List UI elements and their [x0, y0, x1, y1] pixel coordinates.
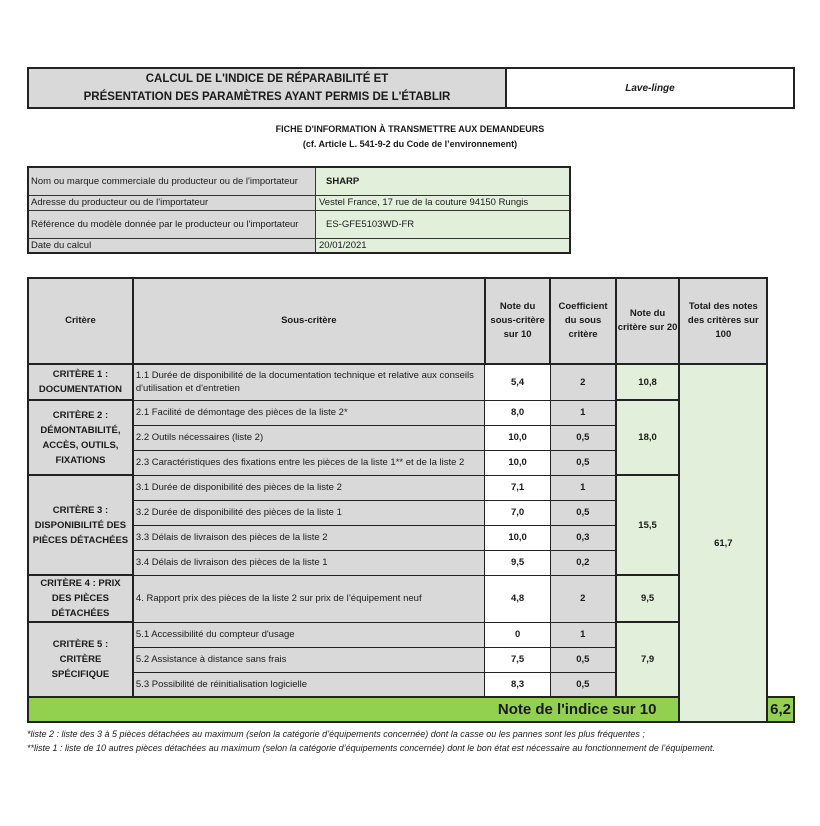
fiche-line2: (cf. Article L. 541-9-2 du Code de l’environnement) — [302, 139, 518, 149]
criterion-label: CRITÈRE 2 : DÉMONTABILITÉ, ACCÈS, OUTILS, FIXATIONS — [28, 400, 133, 475]
subcriterion-note: 4,8 — [485, 575, 551, 622]
criterion-note: 18,0 — [616, 400, 680, 475]
subcriterion-coef: 0,5 — [550, 647, 615, 672]
info-row — [28, 195, 570, 210]
criterion-note: 9,5 — [616, 575, 680, 622]
repairability-table — [27, 277, 795, 723]
fiche-heading — [0, 122, 820, 152]
header-title-line2: PRÉSENTATION DES PARAMÈTRES AYANT PERMIS DE L'ÉTABLIR — [83, 91, 451, 103]
subcriterion-note: 7,0 — [485, 500, 551, 525]
subcriterion-label: 2.1 Facilité de démontage des pièces de la liste 2* — [133, 400, 485, 425]
header-coefficient: Coefficient du sous critère — [550, 278, 615, 364]
subcriterion-label: 3.3 Délais de livraison des pièces de la liste 2 — [133, 525, 485, 550]
total-score: 61,7 — [679, 364, 767, 722]
info-row — [28, 238, 570, 253]
header-note-critere: Note du critère sur 20 — [616, 278, 680, 364]
subcriterion-label: 3.4 Délais de livraison des pièces de la liste 1 — [133, 550, 485, 575]
final-score-value: 6,2 — [767, 697, 794, 722]
criterion-label: CRITÈRE 3 : DISPONIBILITÉ DES PIÈCES DÉTACHÉES — [28, 475, 133, 575]
fiche-line1: FICHE D'INFORMATION À TRANSMETTRE AUX DEMANDEURS — [275, 124, 545, 134]
header-total: Total des notes des critères sur 100 — [679, 278, 767, 364]
info-label: Référence du modèle donnée par le producteur ou l'importateur — [28, 210, 316, 238]
subcriterion-note: 0 — [485, 622, 551, 647]
table-row — [28, 400, 794, 425]
subcriterion-label: 3.1 Durée de disponibilité des pièces de la liste 2 — [133, 475, 485, 500]
subcriterion-label: 5.1 Accessibilité du compteur d'usage — [133, 622, 485, 647]
subcriterion-note: 7,1 — [485, 475, 551, 500]
subcriterion-coef: 0,3 — [550, 525, 615, 550]
criterion-note: 15,5 — [616, 475, 680, 575]
info-row — [28, 210, 570, 238]
header-box — [27, 67, 795, 109]
producer-info-table — [27, 166, 571, 254]
subcriterion-note: 10,0 — [485, 450, 551, 475]
subcriterion-coef: 0,5 — [550, 500, 615, 525]
criterion-label: CRITÈRE 5 : CRITÈRE SPÉCIFIQUE — [28, 622, 133, 697]
criterion-label: CRITÈRE 4 : PRIX DES PIÈCES DÉTACHÉES — [28, 575, 133, 622]
subcriterion-label: 2.3 Caractéristiques des fixations entre les pièces de la liste 1** et de la liste 2 — [133, 450, 485, 475]
subcriterion-coef: 1 — [550, 475, 615, 500]
table-row — [28, 622, 794, 647]
subcriterion-note: 8,0 — [485, 400, 551, 425]
table-header-row — [28, 278, 794, 364]
table-row — [28, 475, 794, 500]
subcriterion-note: 7,5 — [485, 647, 551, 672]
subcriterion-coef: 1 — [550, 622, 615, 647]
info-value: 20/01/2021 — [316, 238, 571, 253]
info-row — [28, 167, 570, 195]
subcriterion-note: 10,0 — [485, 525, 551, 550]
subcriterion-coef: 1 — [550, 400, 615, 425]
header-note-sous-critere: Note du sous-critère sur 10 — [485, 278, 551, 364]
info-value: SHARP — [316, 167, 571, 195]
footnote-liste-2: *liste 2 : liste des 3 à 5 pièces détachées au maximum (selon la catégorie d’équipements concernée) dont la casse ou les pannes sont les plus fréquentes ; — [27, 729, 645, 739]
subcriterion-coef: 2 — [550, 364, 615, 400]
footnotes — [27, 727, 797, 755]
header-sous-critere: Sous-critère — [133, 278, 485, 364]
subcriterion-label: 5.2 Assistance à distance sans frais — [133, 647, 485, 672]
header-title-line1: CALCUL DE L'INDICE DE RÉPARABILITÉ ET — [145, 73, 389, 85]
subcriterion-label: 5.3 Possibilité de réinitialisation logicielle — [133, 672, 485, 697]
subcriterion-note: 9,5 — [485, 550, 551, 575]
subcriterion-coef: 0,5 — [550, 672, 615, 697]
subcriterion-coef: 0,2 — [550, 550, 615, 575]
table-row — [28, 364, 794, 400]
subcriterion-note: 8,3 — [485, 672, 551, 697]
header-title — [29, 69, 507, 107]
final-score-label: Note de l'indice sur 10 — [28, 697, 679, 722]
header-critere: Critère — [28, 278, 133, 364]
info-value: Vestel France, 17 rue de la couture 94150 Rungis — [316, 195, 571, 210]
subcriterion-coef: 0,5 — [550, 425, 615, 450]
criterion-note: 10,8 — [616, 364, 680, 400]
criterion-label: CRITÈRE 1 : DOCUMENTATION — [28, 364, 133, 400]
footnote-liste-1: **liste 1 : liste de 10 autres pièces détachées au maximum (selon la catégorie d’équipements concernée) dont le bon état est nécessaire au fonctionnement de l’équipement. — [27, 743, 715, 753]
product-type: Lave-linge — [625, 82, 675, 94]
subcriterion-note: 10,0 — [485, 425, 551, 450]
subcriterion-coef: 2 — [550, 575, 615, 622]
table-row — [28, 575, 794, 622]
info-label: Date du calcul — [28, 238, 316, 253]
subcriterion-label: 2.2 Outils nécessaires (liste 2) — [133, 425, 485, 450]
subcriterion-coef: 0,5 — [550, 450, 615, 475]
subcriterion-label: 3.2 Durée de disponibilité des pièces de la liste 1 — [133, 500, 485, 525]
subcriterion-label: 4. Rapport prix des pièces de la liste 2 sur prix de l’équipement neuf — [133, 575, 485, 622]
info-value: ES-GFE5103WD-FR — [316, 210, 571, 238]
criterion-note: 7,9 — [616, 622, 680, 697]
subcriterion-label: 1.1 Durée de disponibilité de la documentation technique et relative aux conseils d'utilisation et d'entretien — [133, 364, 485, 400]
info-label: Nom ou marque commerciale du producteur ou de l'importateur — [28, 167, 316, 195]
subcriterion-note: 5,4 — [485, 364, 551, 400]
final-score-row — [28, 697, 794, 722]
info-label: Adresse du producteur ou de l'importateur — [28, 195, 316, 210]
